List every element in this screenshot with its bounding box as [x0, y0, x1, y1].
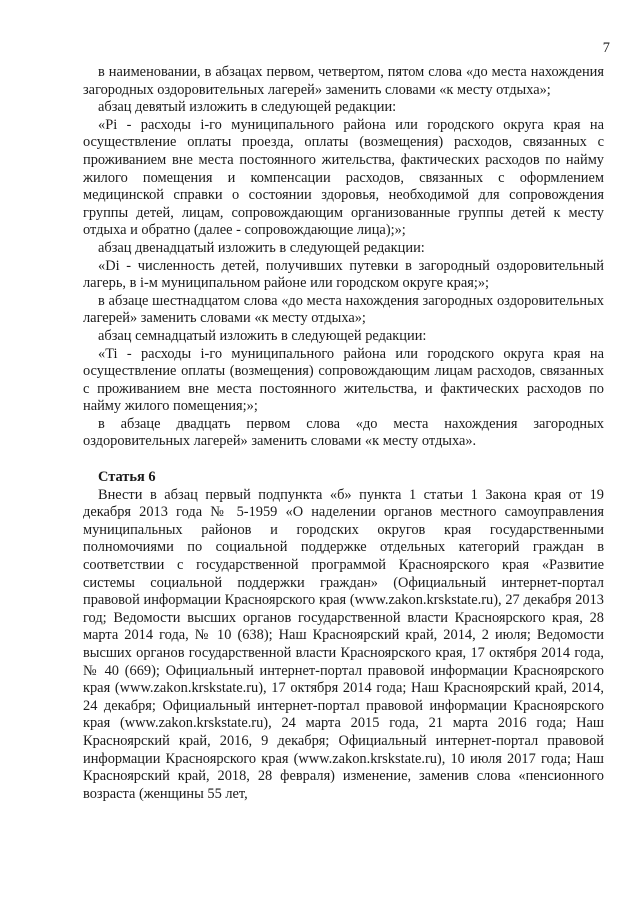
amendment-paragraph: абзац девятый изложить в следующей редакции:	[98, 99, 397, 116]
amendment-paragraph: в абзаце двадцать первом слова «до места нахождения загородных оздоровительных лагерей» заменить словами «к месту отдыха».	[83, 415, 604, 450]
document-body	[83, 64, 604, 803]
amendment-paragraph: в наименовании, в абзацах первом, четвертом, пятом слова «до места нахождения загородных оздоровительных лагерей» заменить словами «к месту отдыха»;	[83, 64, 604, 98]
article-heading: Статья 6	[98, 469, 156, 486]
amendment-paragraph: «Pi - расходы i-го муниципального района или городского округа края на осуществление оплаты проезда, оплаты (возмещения) расходов, связанных с проживанием вне места постоянного жительства, фактических расходов по найму жилого помещения и компенсации расходов, связанных с оформлением медицинской справки о состоянии здоровья, необходимой для сопровождения группы детей, лицам, сопровождающим организованные группы детей к месту отдыха и обратно (далее - сопровождающие лица);»;	[83, 116, 604, 239]
amendment-paragraph: в абзаце шестнадцатом слова «до места нахождения загородных оздоровительных лагерей» заменить словами «к месту отдыха»;	[83, 292, 604, 327]
article-paragraph: Внести в абзац первый подпункта «б» пункта 1 статьи 1 Закона края от 19 декабря 2013 года № 5-1959 «О наделении органов местного самоуправления муниципальных районов и городских округов края государственными полномочиями по социальной поддержке отдельных категорий граждан в соответствии с государственной программой Красноярского края «Развитие системы социальной поддержки граждан» (Официальный интернет-портал правовой информации Красноярского края (www.zakon.krskstate.ru), 27 декабря 2013 год; Ведомости высших органов государственной власти Красноярского края, 28 марта 2014 года, № 10 (638); Наш Красноярский край, 2014, 2 июля; Ведомости высших органов государственной власти Красноярского края, 17 октября 2014 года, № 40 (669); Официальный интернет-портал правовой информации Красноярского края (www.zakon.krskstate.ru), 17 октября 2014 года; Наш Красноярский край, 2014, 24 декабря; Официальный интернет-портал правовой информации Красноярского края (www.zakon.krskstate.ru), 24 марта 2015 года, 21 марта 2016 года; Наш Красноярский край, 2016, 9 декабря; Официальный интернет-портал правовой информации Красноярского края (www.zakon.krskstate.ru), 10 июля 2017 года; Наш Красноярский край, 2018, 28 февраля) изменение, заменив слова «пенсионного возраста (женщины 55 лет,	[83, 486, 604, 802]
amendment-paragraph: абзац семнадцатый изложить в следующей редакции:	[98, 327, 427, 344]
amendment-paragraph: «Ti - расходы i-го муниципального района или городского округа края на осуществление оплаты (возмещения) сопровождающим лицам расходов, связанных с проживанием вне места постоянного жительства, и фактических расходов по найму жилого помещения;»;	[83, 345, 604, 415]
amendment-paragraph: «Di - численность детей, получивших путевки в загородный оздоровительный лагерь, в i-м муниципальном районе или городском округе края;»;	[83, 257, 604, 292]
page-number: 7	[602, 40, 610, 56]
amendment-paragraph: абзац двенадцатый изложить в следующей редакции:	[98, 239, 425, 256]
section-spacer	[83, 451, 604, 469]
